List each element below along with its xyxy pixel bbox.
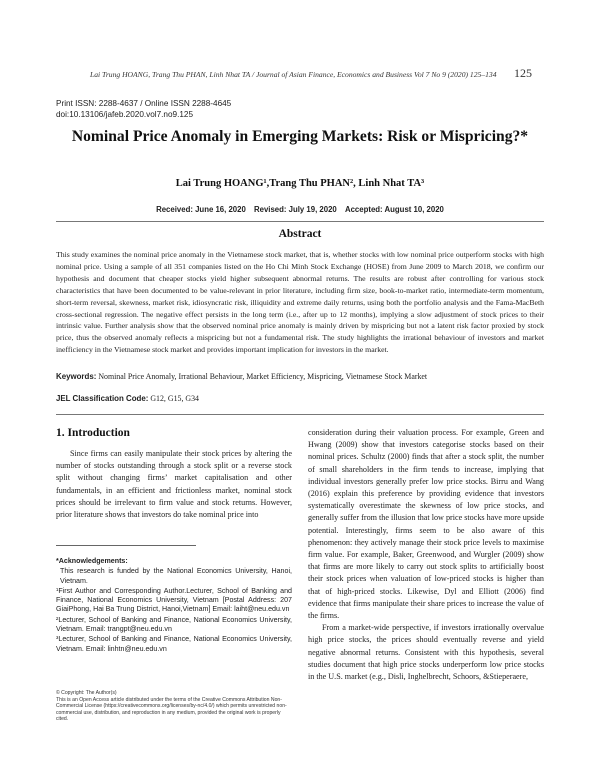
paragraph: consideration during their valuation process. For example, Green and Hwang (2009) show that investors categorise stocks based on their nominal prices. Schultz (2000) finds that after a stock split, the number of small shareholders in the firm tends to increase, implying that individual investors generally prefer low price stocks. Birru and Wang (2016) explain this preference by providing evidence that investors systematically overestimate the skewness of low price stocks, and generally suffer from the illusion that low price stocks have more upside potential. Interestingly, firms seem to be also aware of this phenomenon: they actively manage their stock price levels to maximise firm value. For example, Baker, Greenwood, and Wurgler (2009) show that firms are more likely to carry out stock splits to artificially boost their stock prices when valuation of low-priced stocks is higher than that of high-priced stocks. Likewise, Dyl and Elliott (2006) find evidence that firms manipulate their share prices to increase the value of the firms. [308, 428, 544, 621]
section-heading: 1. Introduction [56, 427, 130, 439]
divider [56, 414, 544, 415]
footnote [56, 635, 292, 654]
footnote-mark: ³ [56, 635, 59, 644]
footnotes [56, 557, 292, 655]
article-dates [0, 205, 600, 214]
article-title: Nominal Price Anomaly in Emerging Markets: Risk or Mispricing?* [71, 128, 529, 145]
running-header: Lai Trung HOANG, Trang Thu PHAN, Linh Nhat TA / Journal of Asian Finance, Economics and Business Vol 7 No 9 (2020) 125–134 [90, 70, 497, 79]
copyright-line: © Copyright: The Author(s) [56, 690, 117, 696]
issn-block [56, 98, 231, 120]
footnote [56, 587, 292, 615]
footnote-divider [56, 545, 196, 546]
paragraph: Since firms can easily manipulate their stock prices by altering the number of stocks outstanding through a stock split or a reverse stock split without changing firms’ market capitalisation and other fundamentals, in an efficient and frictionless market, nominal stock prices should be irrelevant to firm value and stock returns. However, prior literature shows that investors do take nominal price into [56, 449, 292, 520]
right-column [308, 427, 544, 683]
acknowledgements-text: This research is funded by the National Economics University, Hanoi, Vietnam. [60, 567, 292, 585]
divider [56, 221, 544, 222]
license-text: This is an Open Access article distributed under the terms of the Creative Commons Attribution Non-Commercial License (https://creativecommons.org/licenses/by-nc/4.0/) which permits unrestricted non-commercial use, distribution, and reproduction in any medium, provided the original work is properly cited. [56, 696, 287, 723]
jel-text: G12, G15, G34 [148, 394, 200, 403]
paragraph: From a market-wide perspective, if investors irrationally overvalue high price stocks, the prices should eventually reverse and yield negative abnormal returns. Consistent with this hypothesis, several studies document that high price stocks underperform low price stocks in the U.S. market (e.g., Disli, Inghelbrecht, Schoors, &Stieperaere, [308, 623, 544, 682]
footnote [56, 616, 292, 635]
revised-date: Revised: July 19, 2020 [253, 205, 337, 214]
footnote-mark: ¹ [56, 586, 59, 595]
footnote-text: Lecturer, School of Banking and Finance, National Economics University, Vietnam. Email: trangpt@neu.edu.vn [56, 615, 292, 634]
keywords [56, 372, 544, 381]
acknowledgements-title: *Acknowledgements: [56, 557, 128, 565]
footnote-text: First Author and Corresponding Author.Lecturer, School of Banking and Finance, National Economics University, Vietnam [Postal Address: 207 GiaiPhong, Hai Ba Trung District, Hanoi,Vietnam] Email: laiht@neu.edu.vn [56, 586, 292, 614]
keywords-text: Nominal Price Anomaly, Irrational Behaviour, Market Efficiency, Mispricing, Vietnamese Stock Market [96, 372, 428, 381]
page-number: 125 [514, 66, 532, 80]
footnote-text: Lecturer, School of Banking and Finance, National Economics University, Vietnam. Email: linhtn@neu.edu.vn [56, 635, 292, 653]
article-authors: Lai Trung HOANG¹,Trang Thu PHAN², Linh Nhat TA³ [175, 178, 425, 189]
accepted-date: Accepted: August 10, 2020 [344, 205, 444, 214]
jel-label: JEL Classification Code: [56, 394, 149, 403]
footnote-mark: ² [56, 615, 59, 624]
jel-codes [56, 394, 544, 403]
copyright-notice [56, 690, 292, 723]
abstract-heading: Abstract [278, 228, 322, 240]
left-column [56, 448, 292, 521]
received-date: Received: June 16, 2020 [156, 205, 246, 214]
abstract-text: This study examines the nominal price anomaly in the Vietnamese stock market, that is, whether stocks with low nominal price outperform stocks with high nominal price. Using a sample of all 351 companies listed on the Ho Chi Minh Stock Exchange (HOSE) from June 2009 to March 2018, we confirm our hypothesis and document that cheaper stocks yield higher subsequent abnormal returns. The results are robust after controlling for various stock characteristics that have been documented to be value-relevant in prior literature, including firm size, book-to-market ratio, intermediate-term momentum, short-term reversal, skewness, market risk, idiosyncratic risk, illiquidity and extreme daily returns, using both the portfolio analysis and the Fama-MacBeth cross-sectional regression. The negative effect persists in the long term (i.e., after up to 12 months), implying a slow adjustment of stock prices to their intrinsic value. Further analysis show that the observed nominal price anomaly is mainly driven by mispricing but not a latent risk factor proxied by stock price, thus the observed anomaly reflects a mispricing but not a fundamental risk. The study highlights the irrational behaviour of investors and market inefficiency in the Vietnamese stock market and provides important implication for investors in the market. [56, 250, 544, 355]
doi-line: doi:10.13106/jafeb.2020.vol7.no9.125 [56, 110, 194, 119]
keywords-label: Keywords: [56, 372, 97, 381]
issn-line: Print ISSN: 2288-4637 / Online ISSN 2288-4645 [56, 99, 232, 108]
